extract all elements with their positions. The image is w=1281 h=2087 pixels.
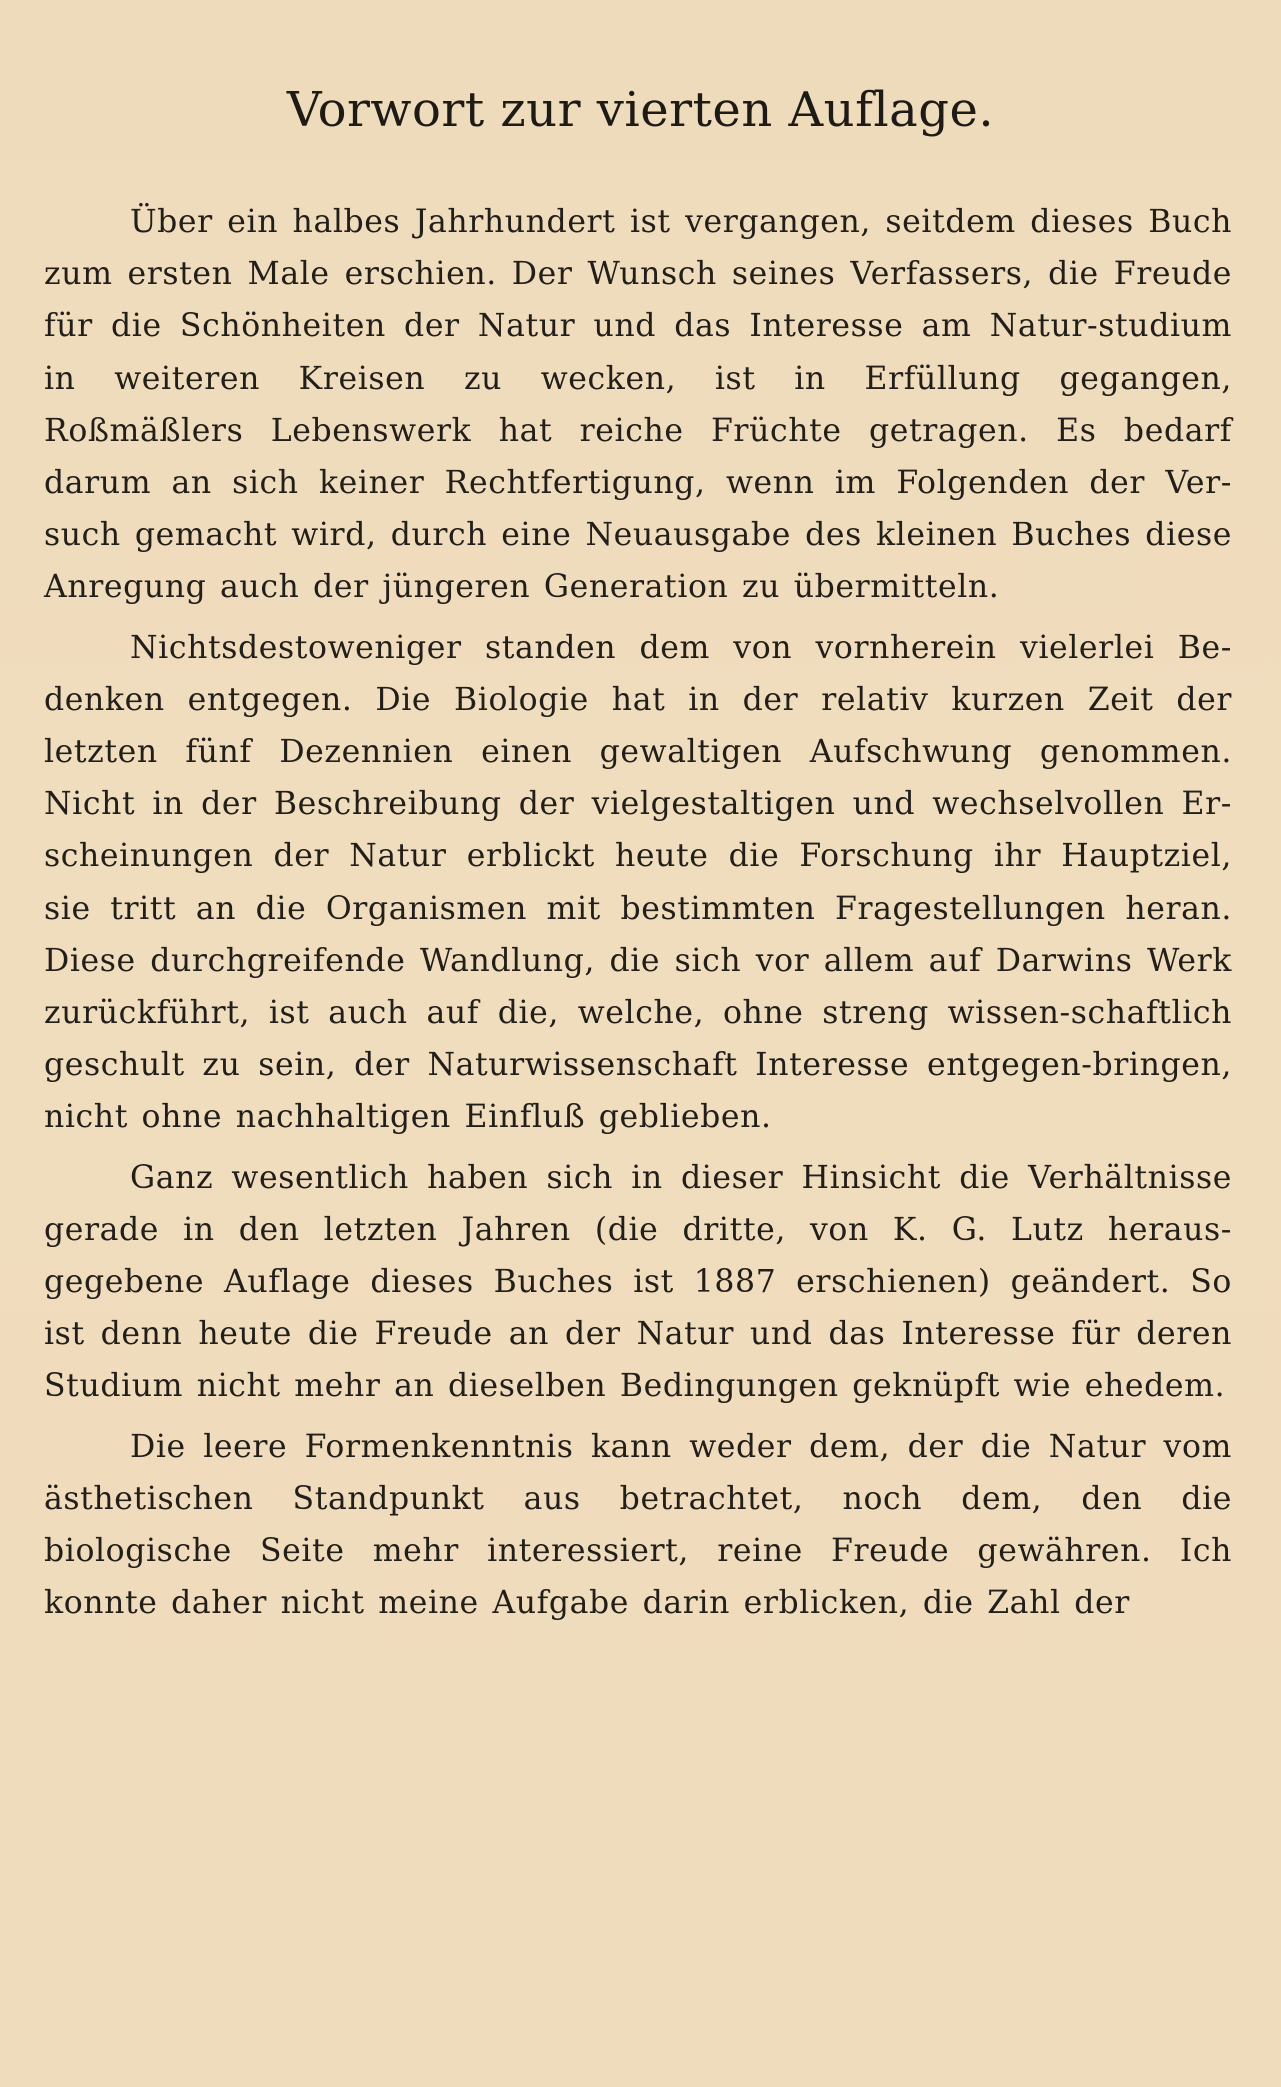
body-text [44, 196, 1232, 1637]
paragraph-4: Die leere Formenkenntnis kann weder dem, der die Natur vom ästhetischen Standpunkt aus betrachtet, noch dem, den die biologische Seite mehr interessiert, reine Freude gewähren. Ich konnte daher nicht meine Aufgabe darin erblicken, die Zahl der [44, 1428, 1232, 1622]
paragraph-3: Ganz wesentlich haben sich in dieser Hinsicht die Verhältnisse gerade in den letzten Jahren (die dritte, von K. G. Lutz heraus-gegebene Auflage dieses Buches ist 1887 erschienen) geändert. So ist denn heute die Freude an der Natur und das Interesse für deren Studium nicht mehr an dieselben Bedingungen geknüpft wie ehedem. [44, 1159, 1232, 1405]
paragraph-2: Nichtsdestoweniger standen dem von vornherein vielerlei Be-denken entgegen. Die Biologie hat in der relativ kurzen Zeit der letzten fünf Dezennien einen gewaltigen Aufschwung genommen. Nicht in der Beschreibung der vielgestaltigen und wechselvollen Er-scheinungen der Natur erblickt heute die Forschung ihr Hauptziel, sie tritt an die Organismen mit bestimmten Fragestellungen heran. Diese durchgreifende Wandlung, die sich vor allem auf Darwins Werk zurückführt, ist auch auf die, welche, ohne streng wissen-schaftlich geschult zu sein, der Naturwissenschaft Interesse entgegen-bringen, nicht ohne nachhaltigen Einfluß geblieben. [44, 629, 1232, 1136]
page-title: Vorwort zur vierten Auflage. [286, 82, 995, 138]
paragraph-1: Über ein halbes Jahrhundert ist vergangen, seitdem dieses Buch zum ersten Male erschien. Der Wunsch seines Verfassers, die Freude für die Schönheiten der Natur und das Interesse am Natur-studium in weiteren Kreisen zu wecken, ist in Erfüllung gegangen, Roßmäßlers Lebenswerk hat reiche Früchte getragen. Es bedarf darum an sich keiner Rechtfertigung, wenn im Folgenden der Ver-such gemacht wird, durch eine Neuausgabe des kleinen Buches diese Anregung auch der jüngeren Generation zu übermitteln. [44, 204, 1232, 606]
